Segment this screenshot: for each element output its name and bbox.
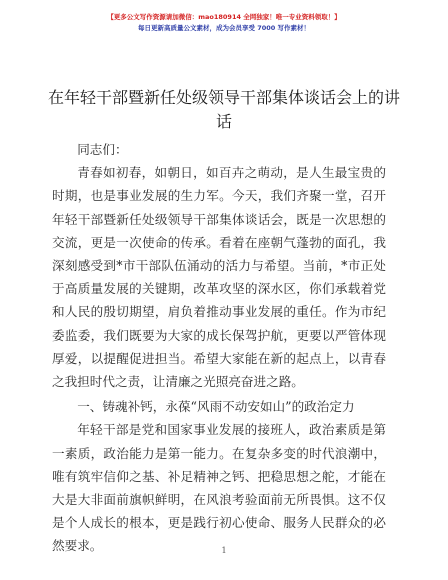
document-body <box>52 138 386 558</box>
section-paragraph: 年轻干部是党和国家事业发展的接班人，政治素质是第一素质，政治能力是第一能力。在复杂多变的时代浪潮中，唯有筑牢信仰之基、补足精神之钙、把稳思想之舵，才能在大是大非面前旗帜鲜明，在风浪考验面前无所畏惧。这不仅是个人成长的根本，更是践行初心使命、服务人民群众的必然要求。 <box>52 422 386 554</box>
promo-banner-line-1: 【更多公文写作资源请加微信：mao180914 全网独家！唯一专业资料领取！】 <box>107 13 341 21</box>
page-number: 1 <box>221 546 227 555</box>
salutation: 同志们： <box>77 142 128 157</box>
promo-banner <box>0 12 448 34</box>
body-paragraph: 青春如初春，如朝日，如百卉之萌动，是人生最宝贵的时期，也是事业发展的生力军。今天，我们齐聚一堂，召开年轻干部暨新任处级领导干部集体谈话会，既是一次思想的交流，更是一次使命的传承。看着在座朝气蓬勃的面孔，我深刻感受到*市干部队伍涌动的活力与希望。当前，*市正处于高质量发展的关键期，改革攻坚的深水区，你们承载着党和人民的殷切期望，肩负着推动事业发展的重任。作为市纪委监委，我们既要为大家的成长保驾护航，更要以严管体现厚爱，以提醒促进担当。希望大家能在新的起点上，以青春之我担时代之责，让清廉之光照亮奋进之路。 <box>52 165 386 390</box>
promo-banner-line-2: 每日更新高质量公文素材，成为会员享受 7000 写作素材！ <box>137 24 311 32</box>
section-heading: 一、铸魂补钙，永葆“风雨不动安如山”的政治定力 <box>77 399 355 415</box>
document-title: 在年轻干部暨新任处级领导干部集体谈话会上的讲话 <box>48 88 401 131</box>
